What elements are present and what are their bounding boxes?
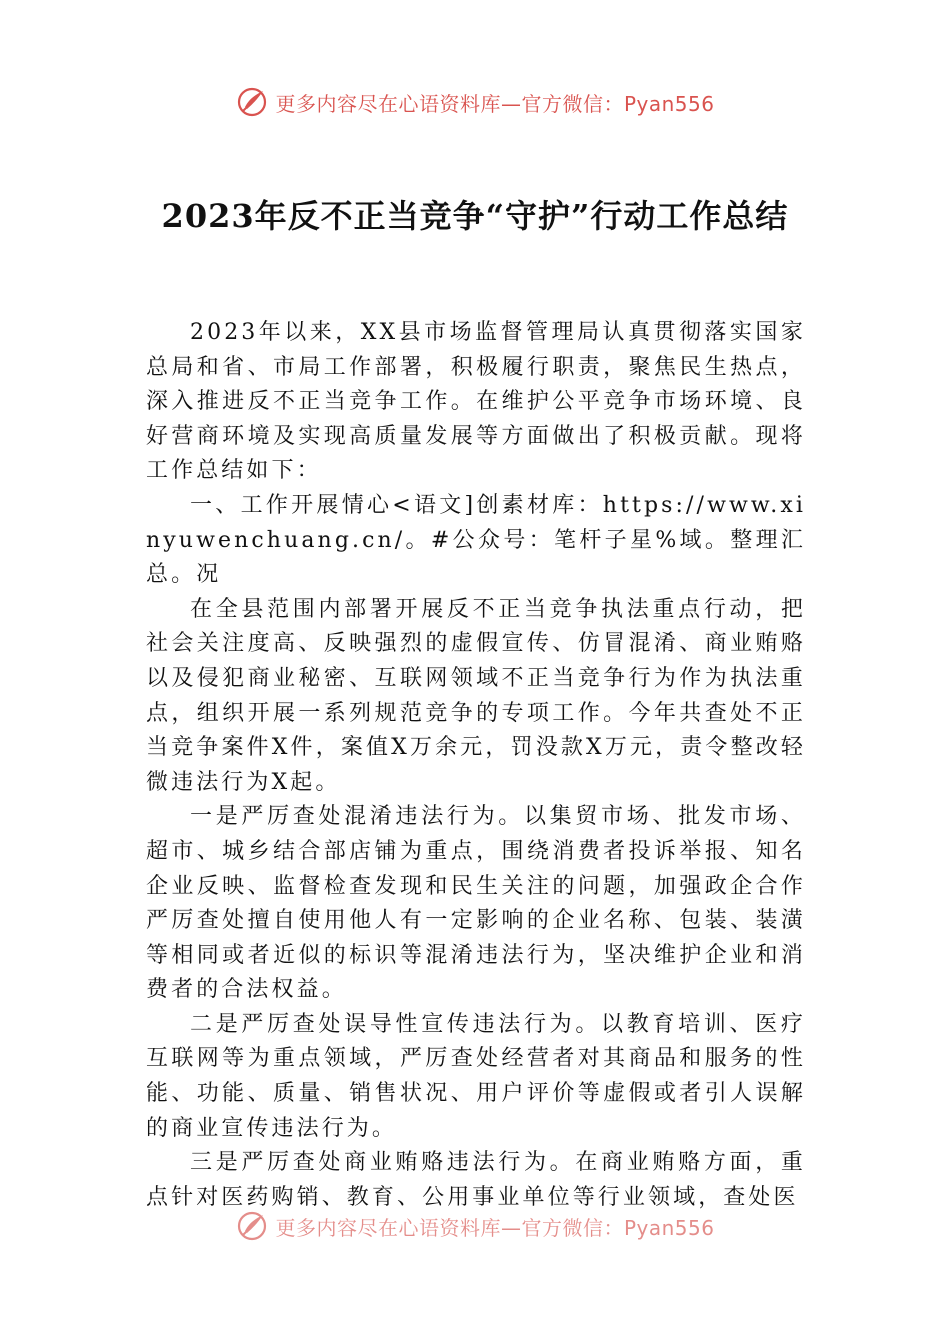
document-body <box>146 316 806 1216</box>
header-watermark-banner <box>0 82 950 122</box>
footer-watermark-text: 更多内容尽在心语资料库—官方微信：Pyan556 <box>275 1215 715 1240</box>
footer-watermark-banner <box>0 1206 950 1246</box>
paragraph-point-three: 三是严厉查处商业贿赂违法行为。在商业贿赂方面，重点针对医药购销、教育、公用事业单位等行业领域，查处医 <box>146 1150 806 1210</box>
paragraph-point-two: 二是严厉查处误导性宣传违法行为。以教育培训、医疗互联网等为重点领域，严厉查处经营者对其商品和服务的性能、功能、质量、销售状况、用户评价等虚假或者引人误解的商业宣传违法行为。 <box>146 1011 806 1141</box>
quill-heart-logo-icon <box>235 1209 269 1243</box>
paragraph-point-one: 一是严厉查处混淆违法行为。以集贸市场、批发市场、超市、城乡结合部店铺为重点，围绕消费者投诉举报、知名企业反映、监督检查发现和民生关注的问题，加强政企合作严厉查处擅自使用他人有一定影响的企业名称、包装、装潢等相同或者近似的标识等混淆违法行为，坚决维护企业和消费者的合法权益。 <box>146 804 806 1003</box>
paragraph-section-heading: 一、工作开展情心<语文]创素材库：https://www.xinyuwenchuang.cn/。#公众号：笔杆子星%域。整理汇总。况 <box>146 492 806 588</box>
paragraph-overview: 在全县范围内部署开展反不正当竞争执法重点行动，把社会关注度高、反映强烈的虚假宣传、仿冒混淆、商业贿赂以及侵犯商业秘密、互联网领域不正当竞争行为作为执法重点，组织开展一系列规范竞争的专项工作。今年共查处不正当竞争案件X件，案值X万余元，罚没款X万元，责令整改轻微违法行为X起。 <box>146 596 806 795</box>
header-watermark-text: 更多内容尽在心语资料库—官方微信：Pyan556 <box>275 91 715 116</box>
document-title: 2023年反不正当竞争“守护”行动工作总结 <box>161 197 789 235</box>
quill-heart-logo-icon <box>235 85 269 119</box>
paragraph-intro: 2023年以来，XX县市场监督管理局认真贯彻落实国家总局和省、市局工作部署，积极履行职责，聚焦民生热点，深入推进反不正当竞争工作。在维护公平竞争市场环境、良好营商环境及实现高质量发展等方面做出了积极贡献。现将工作总结如下： <box>146 320 806 484</box>
